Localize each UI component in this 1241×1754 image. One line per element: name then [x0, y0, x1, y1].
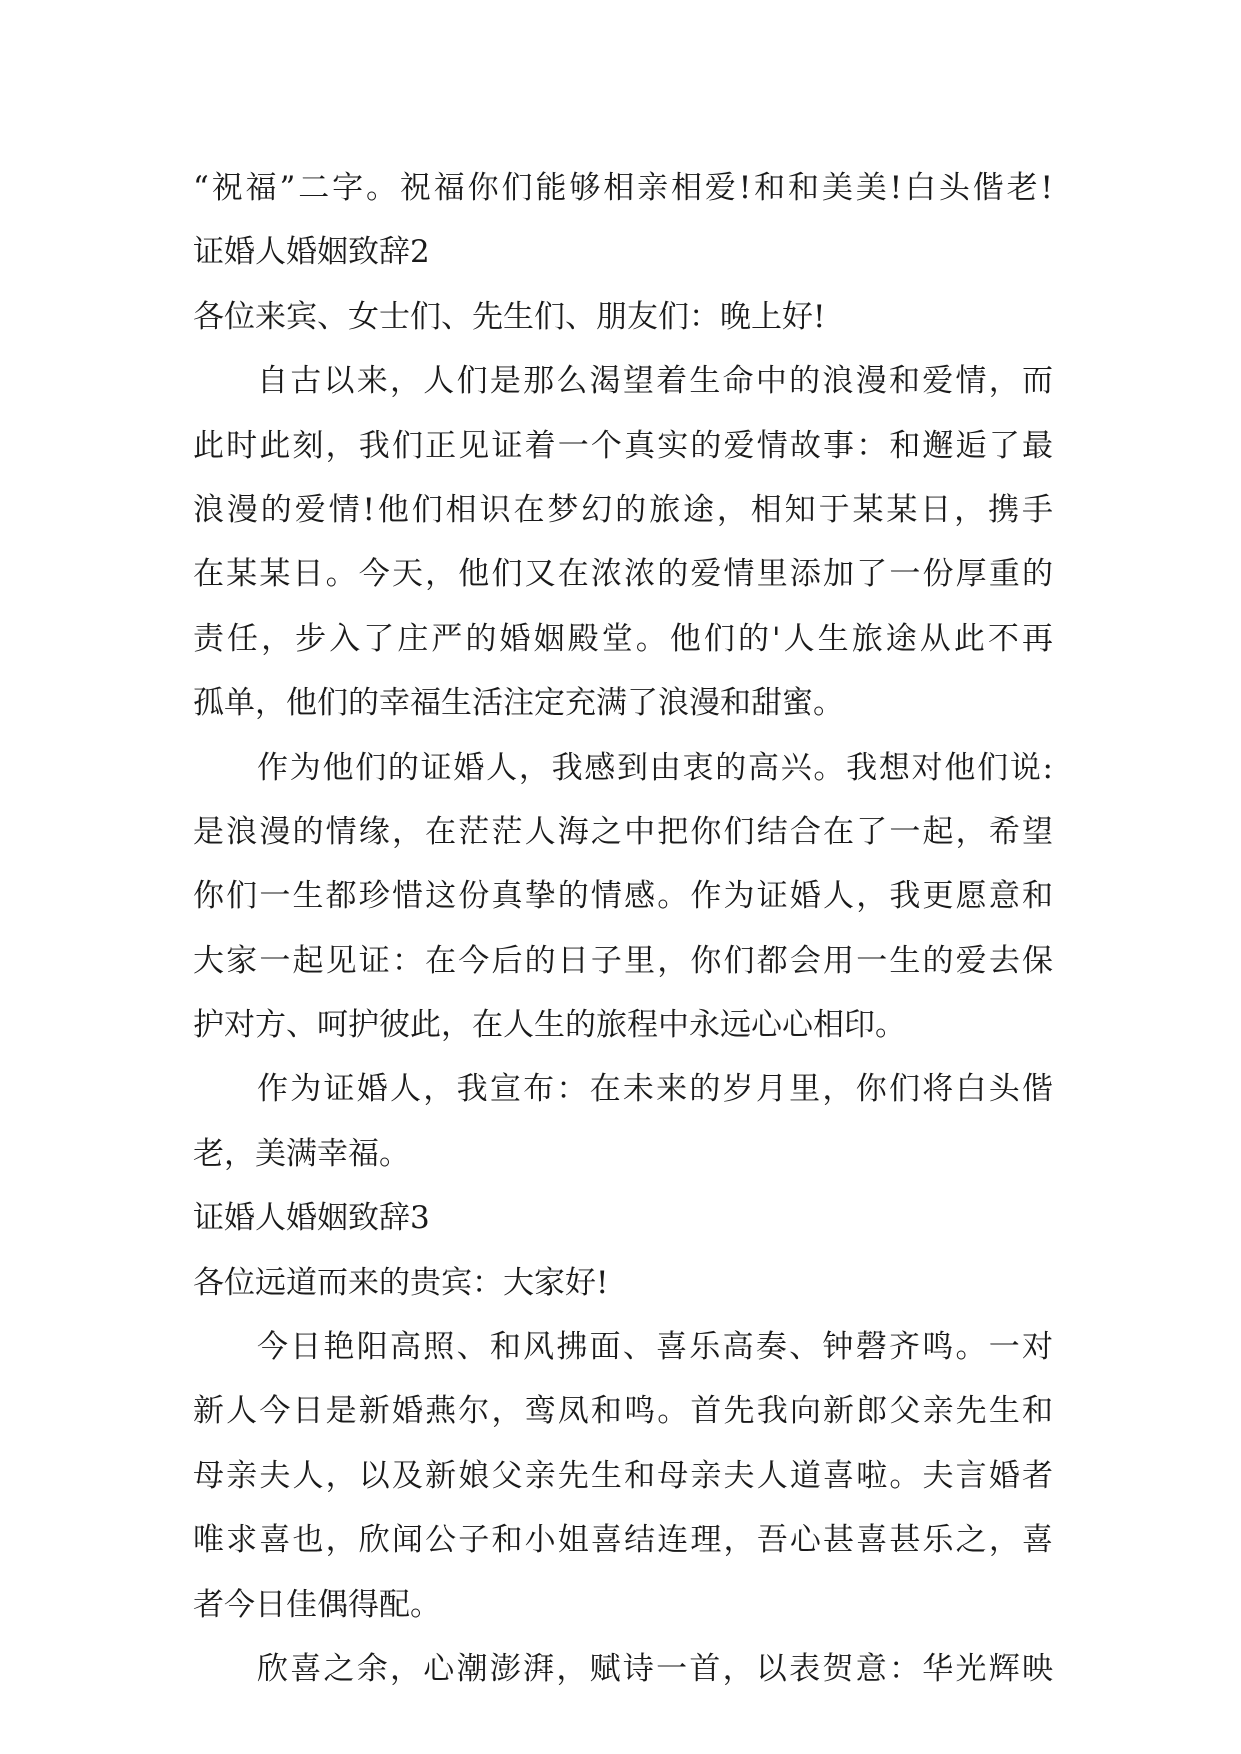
paragraph-line: 者今日佳偶得配。 [193, 1586, 441, 1623]
paragraph-line: 此时此刻，我们正见证着一个真实的爱情故事：和邂逅了最 [193, 427, 1053, 464]
paragraph-line: 唯求喜也，欣闻公子和小姐喜结连理，吾心甚喜甚乐之，喜 [193, 1522, 1053, 1559]
paragraph-line: 今日艳阳高照、和风拂面、喜乐高奏、钟磬齐鸣。一对 [257, 1329, 1053, 1366]
paragraph-line: 作为他们的证婚人，我感到由衷的高兴。我想对他们说: [257, 749, 1053, 786]
paragraph-line: 护对方、呵护彼此，在人生的旅程中永远心心相印。 [193, 1007, 906, 1044]
paragraph-line: 自古以来，人们是那么渴望着生命中的浪漫和爱情，而 [257, 363, 1053, 400]
paragraph-line: 母亲夫人，以及新娘父亲先生和母亲夫人道喜啦。夫言婚者 [193, 1457, 1053, 1494]
paragraph-line: 你们一生都珍惜这份真挚的情感。作为证婚人，我更愿意和 [193, 878, 1053, 915]
salutation: 各位来宾、女士们、先生们、朋友们：晚上好! [193, 298, 826, 335]
paragraph-line: 在某某日。今天，他们又在浓浓的爱情里添加了一份厚重的 [193, 556, 1053, 593]
paragraph-line: 大家一起见证：在今后的日子里，你们都会用一生的爱去保 [193, 942, 1053, 979]
paragraph-line: 作为证婚人，我宣布：在未来的岁月里，你们将白头偕 [257, 1071, 1053, 1108]
section-heading: 证婚人婚姻致辞2 [193, 234, 430, 271]
paragraph-line: 新人今日是新婚燕尔，鸾凤和鸣。首先我向新郎父亲先生和 [193, 1393, 1053, 1430]
paragraph-line: 浪漫的爱情!他们相识在梦幻的旅途，相知于某某日，携手 [193, 491, 1053, 528]
salutation: 各位远道而来的贵宾：大家好! [193, 1264, 609, 1301]
document-body [193, 156, 1053, 1701]
text-line: “祝福”二字。祝福你们能够相亲相爱!和和美美!白头偕老! [193, 170, 1053, 206]
paragraph-line: 孤单，他们的幸福生活注定充满了浪漫和甜蜜。 [193, 685, 844, 722]
paragraph-line: 责任，步入了庄严的婚姻殿堂。他们的'人生旅途从此不再 [193, 620, 1053, 657]
section-heading: 证婚人婚姻致辞3 [193, 1200, 430, 1237]
paragraph-line: 欣喜之余，心潮澎湃，赋诗一首，以表贺意：华光辉映 [257, 1650, 1053, 1687]
paragraph-line: 老，美满幸福。 [193, 1135, 410, 1172]
paragraph-line: 是浪漫的情缘，在茫茫人海之中把你们结合在了一起，希望 [193, 813, 1053, 850]
